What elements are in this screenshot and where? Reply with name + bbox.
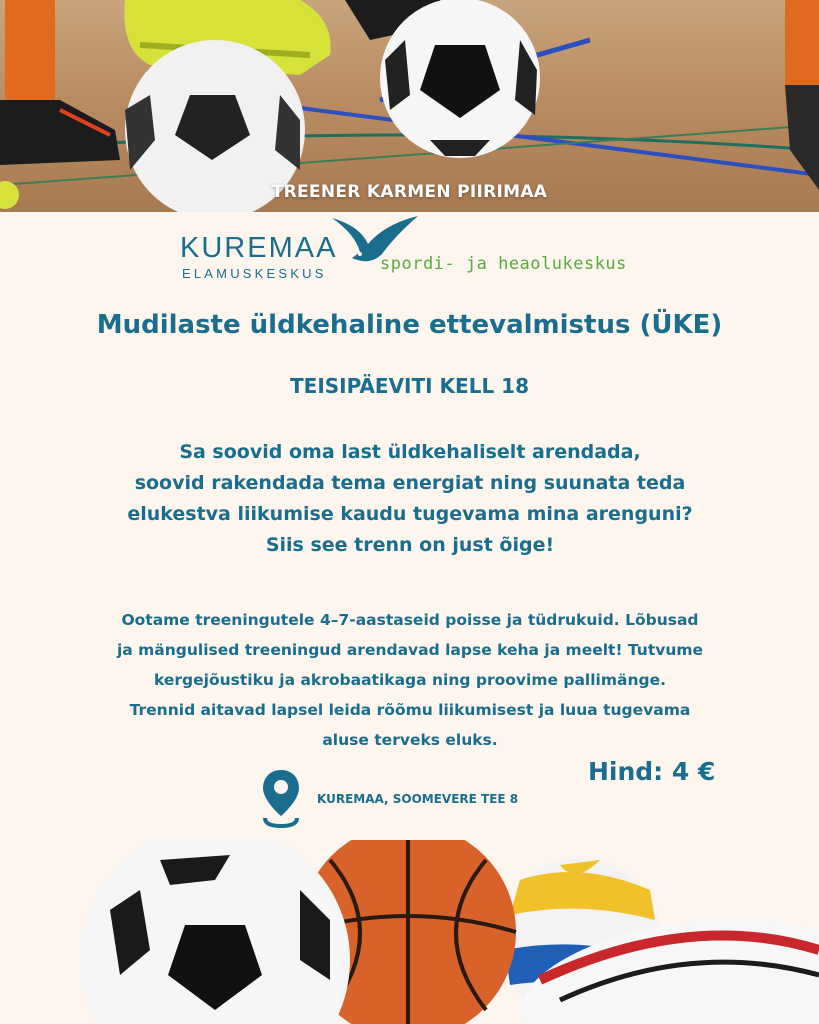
price: Hind: 4 €: [588, 757, 716, 786]
intro-line: Siis see trenn on just õige!: [265, 534, 555, 556]
kuremaa-logo: [180, 214, 430, 288]
tagline: spordi- ja heaolukeskus: [380, 254, 627, 274]
hero-photo: [0, 0, 819, 212]
description-text: [40, 605, 780, 755]
sports-balls-image: [0, 840, 819, 1024]
intro-line: soovid rakendada tema energiat ning suunata teda: [134, 472, 686, 494]
logo-name: KUREMAA: [180, 232, 338, 264]
description-line: ja mängulised treeningud arendavad lapse keha ja meelt! Tutvume: [116, 641, 704, 659]
location-pin-icon: [259, 768, 303, 834]
description-line: aluse terveks eluks.: [322, 731, 498, 749]
intro-text: [60, 437, 760, 561]
description-line: Trennid aitavad lapsel leida rõõmu liikumisest ja luua tugevama: [129, 701, 691, 719]
description-line: kergejõustiku ja akrobaatikaga ning proovime pallimänge.: [153, 671, 667, 689]
address: KUREMAA, SOOMEVERE TEE 8: [317, 792, 519, 806]
description-line: Ootame treeningutele 4–7-aastaseid poisse ja tüdrukuid. Lõbusad: [121, 611, 699, 629]
schedule: TEISIPÄEVITI KELL 18: [290, 374, 529, 398]
intro-line: elukestva liikumise kaudu tugevama mina arenguni?: [127, 503, 693, 525]
trainer-label: TREENER KARMEN PIIRIMAA: [271, 182, 548, 202]
intro-line: Sa soovid oma last üldkehaliselt arendada,: [179, 441, 641, 463]
page-title: Mudilaste üldkehaline ettevalmistus (ÜKE): [96, 310, 723, 340]
logo-subtitle: ELAMUSKESKUS: [182, 266, 327, 281]
